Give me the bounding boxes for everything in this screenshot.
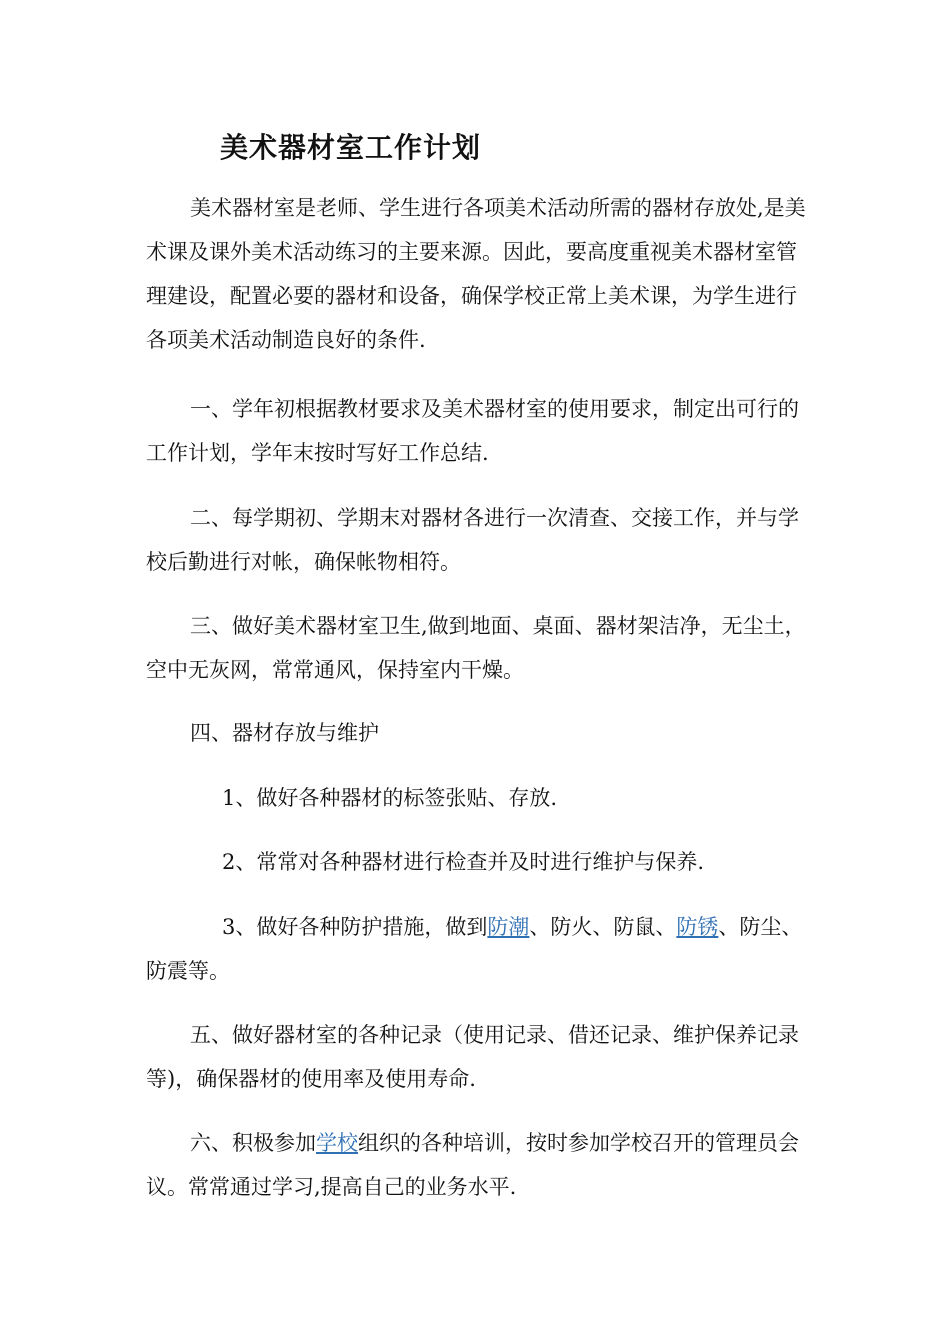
sub-item-3 — [146, 905, 806, 993]
item-2-paragraph: 二、每学期初、学期末对器材各进行一次清查、交接工作，并与学校后勤进行对帐，确保帐物相符。 — [146, 506, 799, 574]
sub-item-3-text-a: 3、做好各种防护措施，做到 — [222, 915, 488, 939]
link-fangxiu[interactable]: 防锈 — [676, 915, 719, 939]
link-fangchao[interactable]: 防潮 — [487, 915, 530, 939]
item-3-paragraph: 三、做好美术器材室卫生,做到地面、桌面、器材架洁净，无尘土，空中无灰网，常常通风，保持室内干燥。 — [146, 614, 806, 682]
document-title: 美术器材室工作计划 — [220, 131, 482, 164]
item-6-paragraph — [146, 1121, 806, 1209]
item-1-paragraph: 一、学年初根据教材要求及美术器材室的使用要求，制定出可行的工作计划，学年末按时写好工作总结. — [146, 397, 799, 465]
sub-item-3-text-b: 、防火、防鼠、 — [529, 915, 677, 939]
item-4-heading: 四、器材存放与维护 — [190, 721, 379, 745]
item-5-paragraph: 五、做好器材室的各种记录（使用记录、借还记录、维护保养记录等)，确保器材的使用率及使用寿命. — [146, 1023, 799, 1091]
sub-item-3-text-c: 、防尘、防震等。 — [146, 915, 803, 983]
sub-item-2: 2、常常对各种器材进行检查并及时进行维护与保养. — [222, 850, 705, 874]
sub-item-1: 1、做好各种器材的标签张贴、存放. — [222, 786, 558, 810]
link-school[interactable]: 学校 — [316, 1131, 358, 1155]
intro-paragraph: 美术器材室是老师、学生进行各项美术活动所需的器材存放处,是美术课及课外美术活动练习的主要来源。因此，要高度重视美术器材室管理建设，配置必要的器材和设备，确保学校正常上美术课，为学生进行各项美术活动制造良好的条件. — [146, 196, 806, 352]
item-6-text-b: 组织的各种培训，按时参加学校召开的管理员会议。常常通过学习,提高自己的业务水平. — [146, 1131, 799, 1199]
item-6-text-a: 六、积极参加 — [190, 1131, 316, 1155]
